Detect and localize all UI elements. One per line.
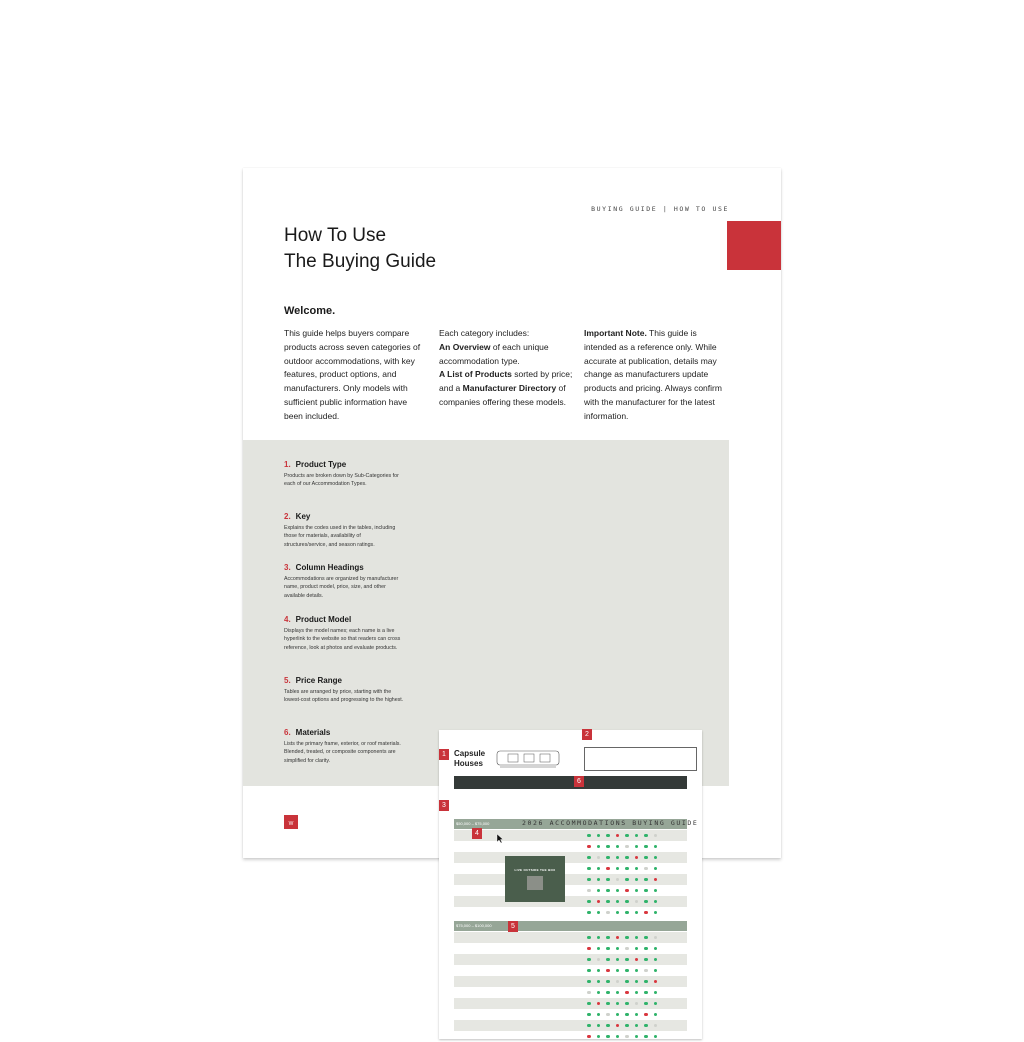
marker-2: 2 (582, 729, 592, 740)
status-dot (606, 856, 610, 860)
status-dot (625, 947, 629, 951)
status-dot (597, 980, 601, 984)
status-dot (587, 958, 591, 962)
status-dot (616, 911, 620, 915)
status-dot (606, 1024, 610, 1028)
status-dot (606, 936, 610, 940)
step-heading (284, 728, 404, 737)
status-dot (587, 936, 591, 940)
status-dot (625, 900, 629, 904)
status-dot (616, 958, 620, 962)
status-dot (644, 878, 648, 882)
status-dot (644, 867, 648, 871)
status-dot (635, 936, 639, 940)
status-dot (606, 845, 610, 849)
guide-page (243, 168, 781, 930)
status-dot (587, 911, 591, 915)
status-dot (644, 900, 648, 904)
status-dot (597, 936, 601, 940)
status-dot (587, 834, 591, 838)
status-dot (644, 958, 648, 962)
table-row (454, 998, 687, 1009)
status-dot (654, 1035, 658, 1039)
capsule-house-icon (494, 747, 564, 769)
status-dot (635, 980, 639, 984)
status-dot (587, 1024, 591, 1028)
status-dot (654, 1002, 658, 1006)
status-dot (616, 856, 620, 860)
status-dot (644, 834, 648, 838)
status-dot (597, 845, 601, 849)
status-dot (654, 867, 658, 871)
status-dot (625, 936, 629, 940)
status-dot (644, 856, 648, 860)
marker-1: 1 (439, 749, 449, 760)
status-dot (644, 947, 648, 951)
status-dot (625, 911, 629, 915)
status-dot (597, 1013, 601, 1017)
footer-title: 2026 ACCOMMODATIONS BUYING GUIDE (522, 819, 699, 827)
table-row (454, 907, 687, 918)
step-title: Product Model (295, 615, 352, 624)
status-dot (606, 947, 610, 951)
status-dot (625, 1002, 629, 1006)
step-number: 3. (284, 563, 291, 572)
price-range-bar-1: $50,000 – $75,000 (454, 819, 687, 829)
status-dot (654, 947, 658, 951)
status-dot (616, 969, 620, 973)
intro-lead: Each category includes: (439, 328, 530, 338)
status-dot (597, 889, 601, 893)
status-dot (625, 1013, 629, 1017)
table-row (454, 1020, 687, 1031)
table-row (454, 954, 687, 965)
status-dot (597, 900, 601, 904)
step-description: Lists the primary frame, exterior, or roof materials. Blended, treated, or composite components are simplified for clarity. (284, 741, 401, 764)
status-dot (597, 834, 601, 838)
intro-column-3 (584, 327, 730, 424)
status-dot (635, 1035, 639, 1039)
step-description: Displays the model names; each name is a live hyperlink to the website so that readers can cross reference, look at photos and evaluate products. (284, 628, 401, 651)
step-heading (284, 512, 404, 521)
link-preview-popup (505, 856, 565, 902)
status-dot (606, 889, 610, 893)
step-description: Products are broken down by Sub-Categories for each of our Accommodation Types. (284, 473, 399, 488)
status-dot (597, 1035, 601, 1039)
step-description: Tables are arranged by price, starting with the lowest-cost options and progressing to the highest. (284, 689, 404, 704)
status-dot (597, 1024, 601, 1028)
price-range-bar-2: $75,000 – $100,000 (454, 921, 687, 931)
status-dot (606, 911, 610, 915)
table-row (454, 874, 687, 885)
status-dot (635, 1013, 639, 1017)
status-dot (644, 980, 648, 984)
table-row (454, 932, 687, 943)
status-dot (597, 958, 601, 962)
status-dot (597, 947, 601, 951)
step-number: 5. (284, 676, 291, 685)
status-dot (635, 969, 639, 973)
intro-overview-text: of each unique accommodation type. (439, 341, 549, 366)
status-dot (606, 867, 610, 871)
preview-category-title (454, 749, 485, 769)
status-dot (606, 991, 610, 995)
popup-text: LIVE OUTSIDE THE BOX (514, 868, 556, 872)
status-dot (625, 969, 629, 973)
step-6 (284, 728, 404, 765)
table-row (454, 830, 687, 841)
status-dot (625, 1035, 629, 1039)
status-dot (644, 1035, 648, 1039)
status-dot (616, 834, 620, 838)
status-dot (635, 845, 639, 849)
status-dot (644, 969, 648, 973)
status-dot (654, 834, 658, 838)
status-dot (635, 991, 639, 995)
status-dot (606, 1035, 610, 1039)
table-row (454, 885, 687, 896)
status-dot (635, 1024, 639, 1028)
status-dot (606, 980, 610, 984)
intro-directory-bold: Manufacturer Directory (462, 383, 557, 394)
step-title: Column Headings (295, 563, 364, 572)
table-row (454, 1009, 687, 1020)
status-dot (597, 856, 601, 860)
page-title-line-1: How To Use (284, 225, 387, 246)
marker-4: 4 (472, 828, 482, 839)
footer-logo: W (284, 815, 298, 829)
section-label: BUYING GUIDE | HOW TO USE (591, 205, 729, 213)
intro-list-text: sorted by price; and a (439, 369, 573, 394)
status-dot (616, 1013, 620, 1017)
step-title: Key (295, 512, 311, 521)
step-description: Accommodations are organized by manufacturer name, product model, price, size, and other available details. (284, 576, 399, 599)
status-dot (597, 991, 601, 995)
status-dot (587, 856, 591, 860)
intro-list-bold: A List of Products (439, 369, 512, 380)
status-dot (644, 889, 648, 893)
status-dot (597, 1002, 601, 1006)
status-dot (635, 900, 639, 904)
status-dot (616, 936, 620, 940)
status-dot (625, 991, 629, 995)
status-dot (616, 900, 620, 904)
status-dot (625, 980, 629, 984)
status-dot (606, 900, 610, 904)
important-note-bold: Important Note. (584, 328, 647, 338)
step-number: 6. (284, 728, 291, 737)
step-heading (284, 615, 404, 624)
status-dot (587, 867, 591, 871)
status-dot (654, 900, 658, 904)
status-dot (644, 991, 648, 995)
table-row (454, 943, 687, 954)
status-dot (597, 969, 601, 973)
status-dot (635, 878, 639, 882)
marker-5: 5 (508, 921, 518, 932)
step-title: Materials (295, 728, 331, 737)
status-dot (635, 856, 639, 860)
status-dot (606, 878, 610, 882)
status-dot (654, 856, 658, 860)
step-number: 2. (284, 512, 291, 521)
step-title: Product Type (295, 460, 347, 469)
status-dot (597, 878, 601, 882)
page-title (284, 223, 436, 275)
step-title: Price Range (295, 676, 342, 685)
status-dot (635, 958, 639, 962)
status-dot (616, 867, 620, 871)
table-row (454, 852, 687, 863)
status-dot (644, 1024, 648, 1028)
status-dot (654, 980, 658, 984)
cursor-arrow-icon (497, 834, 505, 844)
status-dot (587, 980, 591, 984)
status-dot (587, 878, 591, 882)
status-dot (616, 1035, 620, 1039)
status-dot (587, 947, 591, 951)
step-5 (284, 676, 404, 705)
status-dot (587, 845, 591, 849)
status-dot (635, 911, 639, 915)
status-dot (635, 834, 639, 838)
status-dot (587, 900, 591, 904)
status-dot (606, 834, 610, 838)
status-dot (625, 889, 629, 893)
step-4 (284, 615, 404, 652)
status-dot (606, 969, 610, 973)
intro-overview-bold: An Overview (439, 341, 491, 352)
step-1 (284, 460, 404, 489)
status-dot (654, 1024, 658, 1028)
status-dot (654, 1013, 658, 1017)
status-dot (625, 845, 629, 849)
status-dot (625, 834, 629, 838)
status-dot (625, 958, 629, 962)
intro-directory-text: of companies offering these models. (439, 383, 566, 407)
intro-column-1: This guide helps buyers compare products across seven categories of outdoor accommodations, with key features, product options, and manufacturers. Only models with sufficient public information have been included. (284, 328, 421, 421)
status-dot (606, 958, 610, 962)
important-note-text: This guide is intended as a reference only. While accurate at publication, details may change as manufacturers update products and pricing. Always confirm with the manufacturer for the latest information. (584, 328, 722, 421)
table-row (454, 896, 687, 907)
status-dot (654, 889, 658, 893)
status-dot (616, 1024, 620, 1028)
status-dot (654, 969, 658, 973)
status-dot (616, 878, 620, 882)
red-accent-block (727, 221, 781, 270)
status-dot (644, 1013, 648, 1017)
preview-category-line-1: Capsule (454, 749, 486, 758)
status-dot (587, 991, 591, 995)
table-row (454, 965, 687, 976)
status-dot (625, 878, 629, 882)
status-dot (597, 867, 601, 871)
key-box (584, 747, 697, 771)
status-dot (616, 947, 620, 951)
marker-6: 6 (574, 776, 584, 787)
table-row (454, 976, 687, 987)
status-dot (616, 991, 620, 995)
status-dot (654, 991, 658, 995)
status-dot (654, 936, 658, 940)
status-dot (635, 947, 639, 951)
page-title-line-2: The Buying Guide (284, 251, 437, 272)
status-dot (587, 1002, 591, 1006)
status-dot (635, 889, 639, 893)
table-preview (439, 730, 702, 1039)
status-dot (587, 969, 591, 973)
status-dot (625, 867, 629, 871)
step-3 (284, 563, 404, 600)
status-dot (616, 889, 620, 893)
status-dot (587, 1013, 591, 1017)
status-dot (587, 889, 591, 893)
status-dot (654, 958, 658, 962)
step-heading (284, 676, 404, 685)
status-dot (616, 1002, 620, 1006)
status-dot (635, 1002, 639, 1006)
table-header-bar (454, 776, 687, 789)
step-heading (284, 460, 404, 469)
status-dot (644, 845, 648, 849)
status-dot (616, 845, 620, 849)
status-dot (587, 1035, 591, 1039)
step-description: Explains the codes used in the tables, including those for materials, availability of structures/service, and season ratings. (284, 525, 396, 548)
status-dot (654, 911, 658, 915)
status-dot (635, 867, 639, 871)
popup-house-image (527, 876, 543, 890)
status-dot (606, 1002, 610, 1006)
status-dot (644, 936, 648, 940)
status-dot (625, 856, 629, 860)
status-dot (644, 1002, 648, 1006)
status-dot (606, 1013, 610, 1017)
status-dot (625, 1024, 629, 1028)
step-heading (284, 563, 404, 572)
table-row (454, 987, 687, 998)
table-row (454, 1031, 687, 1042)
status-dot (644, 911, 648, 915)
intro-column-2 (439, 327, 577, 410)
status-dot (654, 878, 658, 882)
step-number: 1. (284, 460, 291, 469)
status-dot (654, 845, 658, 849)
preview-category-line-2: Houses (454, 759, 483, 768)
table-row (454, 841, 687, 852)
table-row (454, 863, 687, 874)
step-number: 4. (284, 615, 291, 624)
step-2 (284, 512, 404, 549)
status-dot (597, 911, 601, 915)
marker-3: 3 (439, 800, 449, 811)
column-headings (454, 789, 687, 818)
welcome-heading: Welcome. (284, 305, 336, 317)
status-dot (616, 980, 620, 984)
